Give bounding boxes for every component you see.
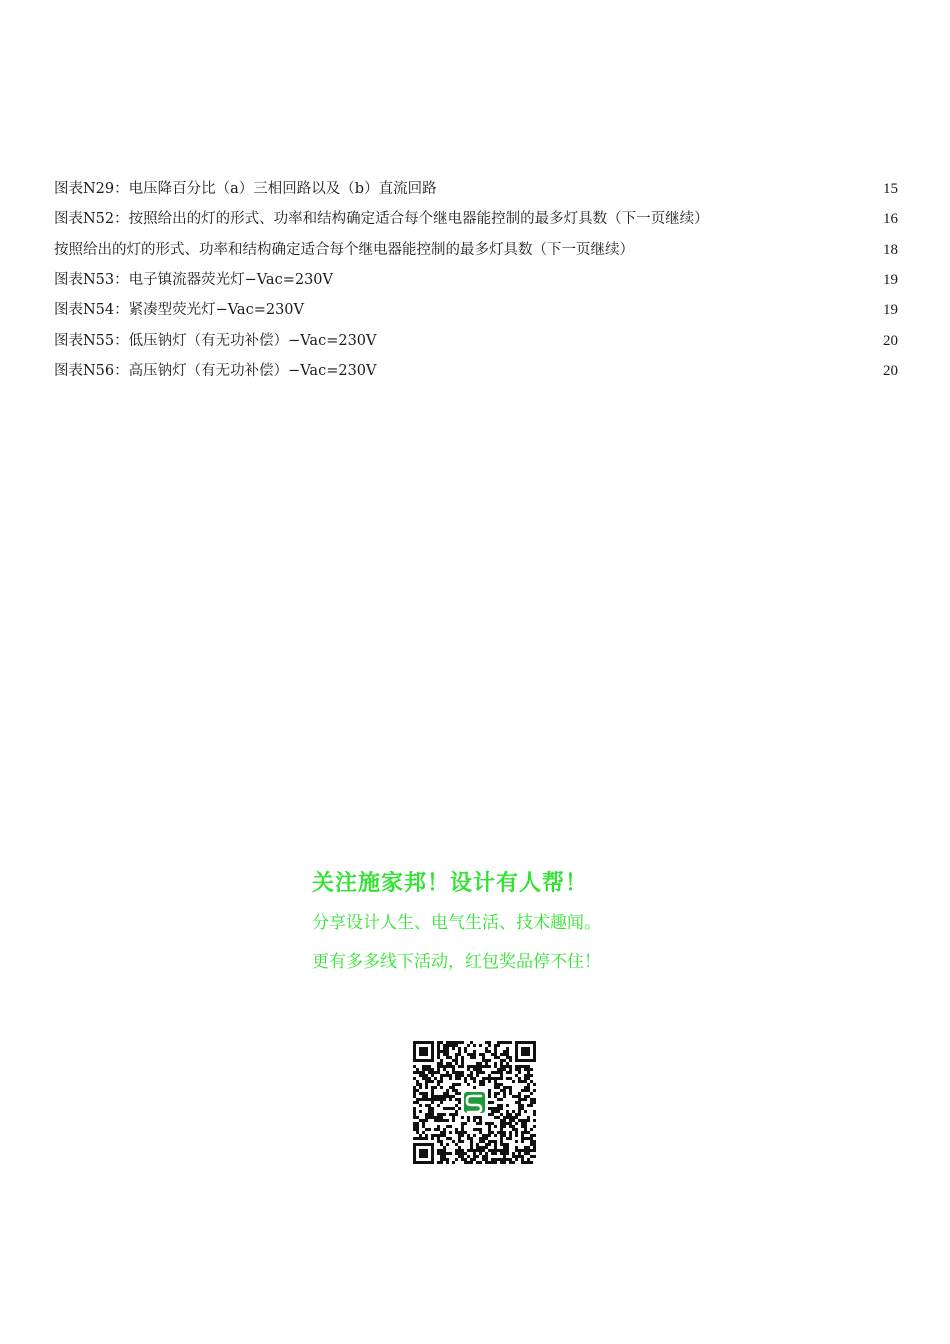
toc-entry-label: 图表N29：电压降百分比（a）三相回路以及（b）直流回路 bbox=[54, 181, 437, 198]
toc-entry-label: 图表N55：低压钠灯（有无功补偿）−Vac=230V bbox=[54, 332, 377, 349]
promo-line-2: 更有多多线下活动，红包奖品停不住！ bbox=[312, 952, 601, 972]
qr-code-icon bbox=[413, 1041, 536, 1164]
toc-entry-label: 按照给出的灯的形式、功率和结构确定适合每个继电器能控制的最多灯具数（下一页继续） bbox=[54, 241, 634, 258]
promo-headline: 关注施家邦！设计有人帮！ bbox=[312, 871, 589, 896]
toc-entry[interactable] bbox=[54, 356, 898, 386]
toc-entry-label: 图表N56：高压钠灯（有无功补偿）−Vac=230V bbox=[54, 362, 377, 379]
toc-entry[interactable] bbox=[54, 235, 898, 265]
promo-line-1: 分享设计人生、电气生活、技术趣闻。 bbox=[312, 913, 601, 933]
promo-block bbox=[312, 864, 712, 981]
toc-entry[interactable] bbox=[54, 204, 898, 234]
toc-entry-page: 18 bbox=[883, 241, 898, 258]
toc-entry[interactable] bbox=[54, 295, 898, 325]
toc-entry-page: 20 bbox=[883, 362, 898, 379]
toc-entry-label: 图表N52：按照给出的灯的形式、功率和结构确定适合每个继电器能控制的最多灯具数（下一页继续） bbox=[54, 211, 709, 228]
toc-entry-page: 19 bbox=[883, 272, 898, 289]
toc-entry[interactable] bbox=[54, 265, 898, 295]
toc-entry[interactable] bbox=[54, 325, 898, 355]
toc-entry-label: 图表N54：紧凑型荧光灯−Vac=230V bbox=[54, 302, 304, 319]
toc-entry[interactable] bbox=[54, 174, 898, 204]
toc-entry-page: 15 bbox=[883, 181, 898, 198]
toc-entry-page: 19 bbox=[883, 302, 898, 319]
toc-entry-page: 20 bbox=[883, 332, 898, 349]
toc-entry-page: 16 bbox=[883, 211, 898, 228]
table-of-contents bbox=[54, 174, 898, 386]
toc-entry-label: 图表N53：电子镇流器荧光灯−Vac=230V bbox=[54, 272, 333, 289]
